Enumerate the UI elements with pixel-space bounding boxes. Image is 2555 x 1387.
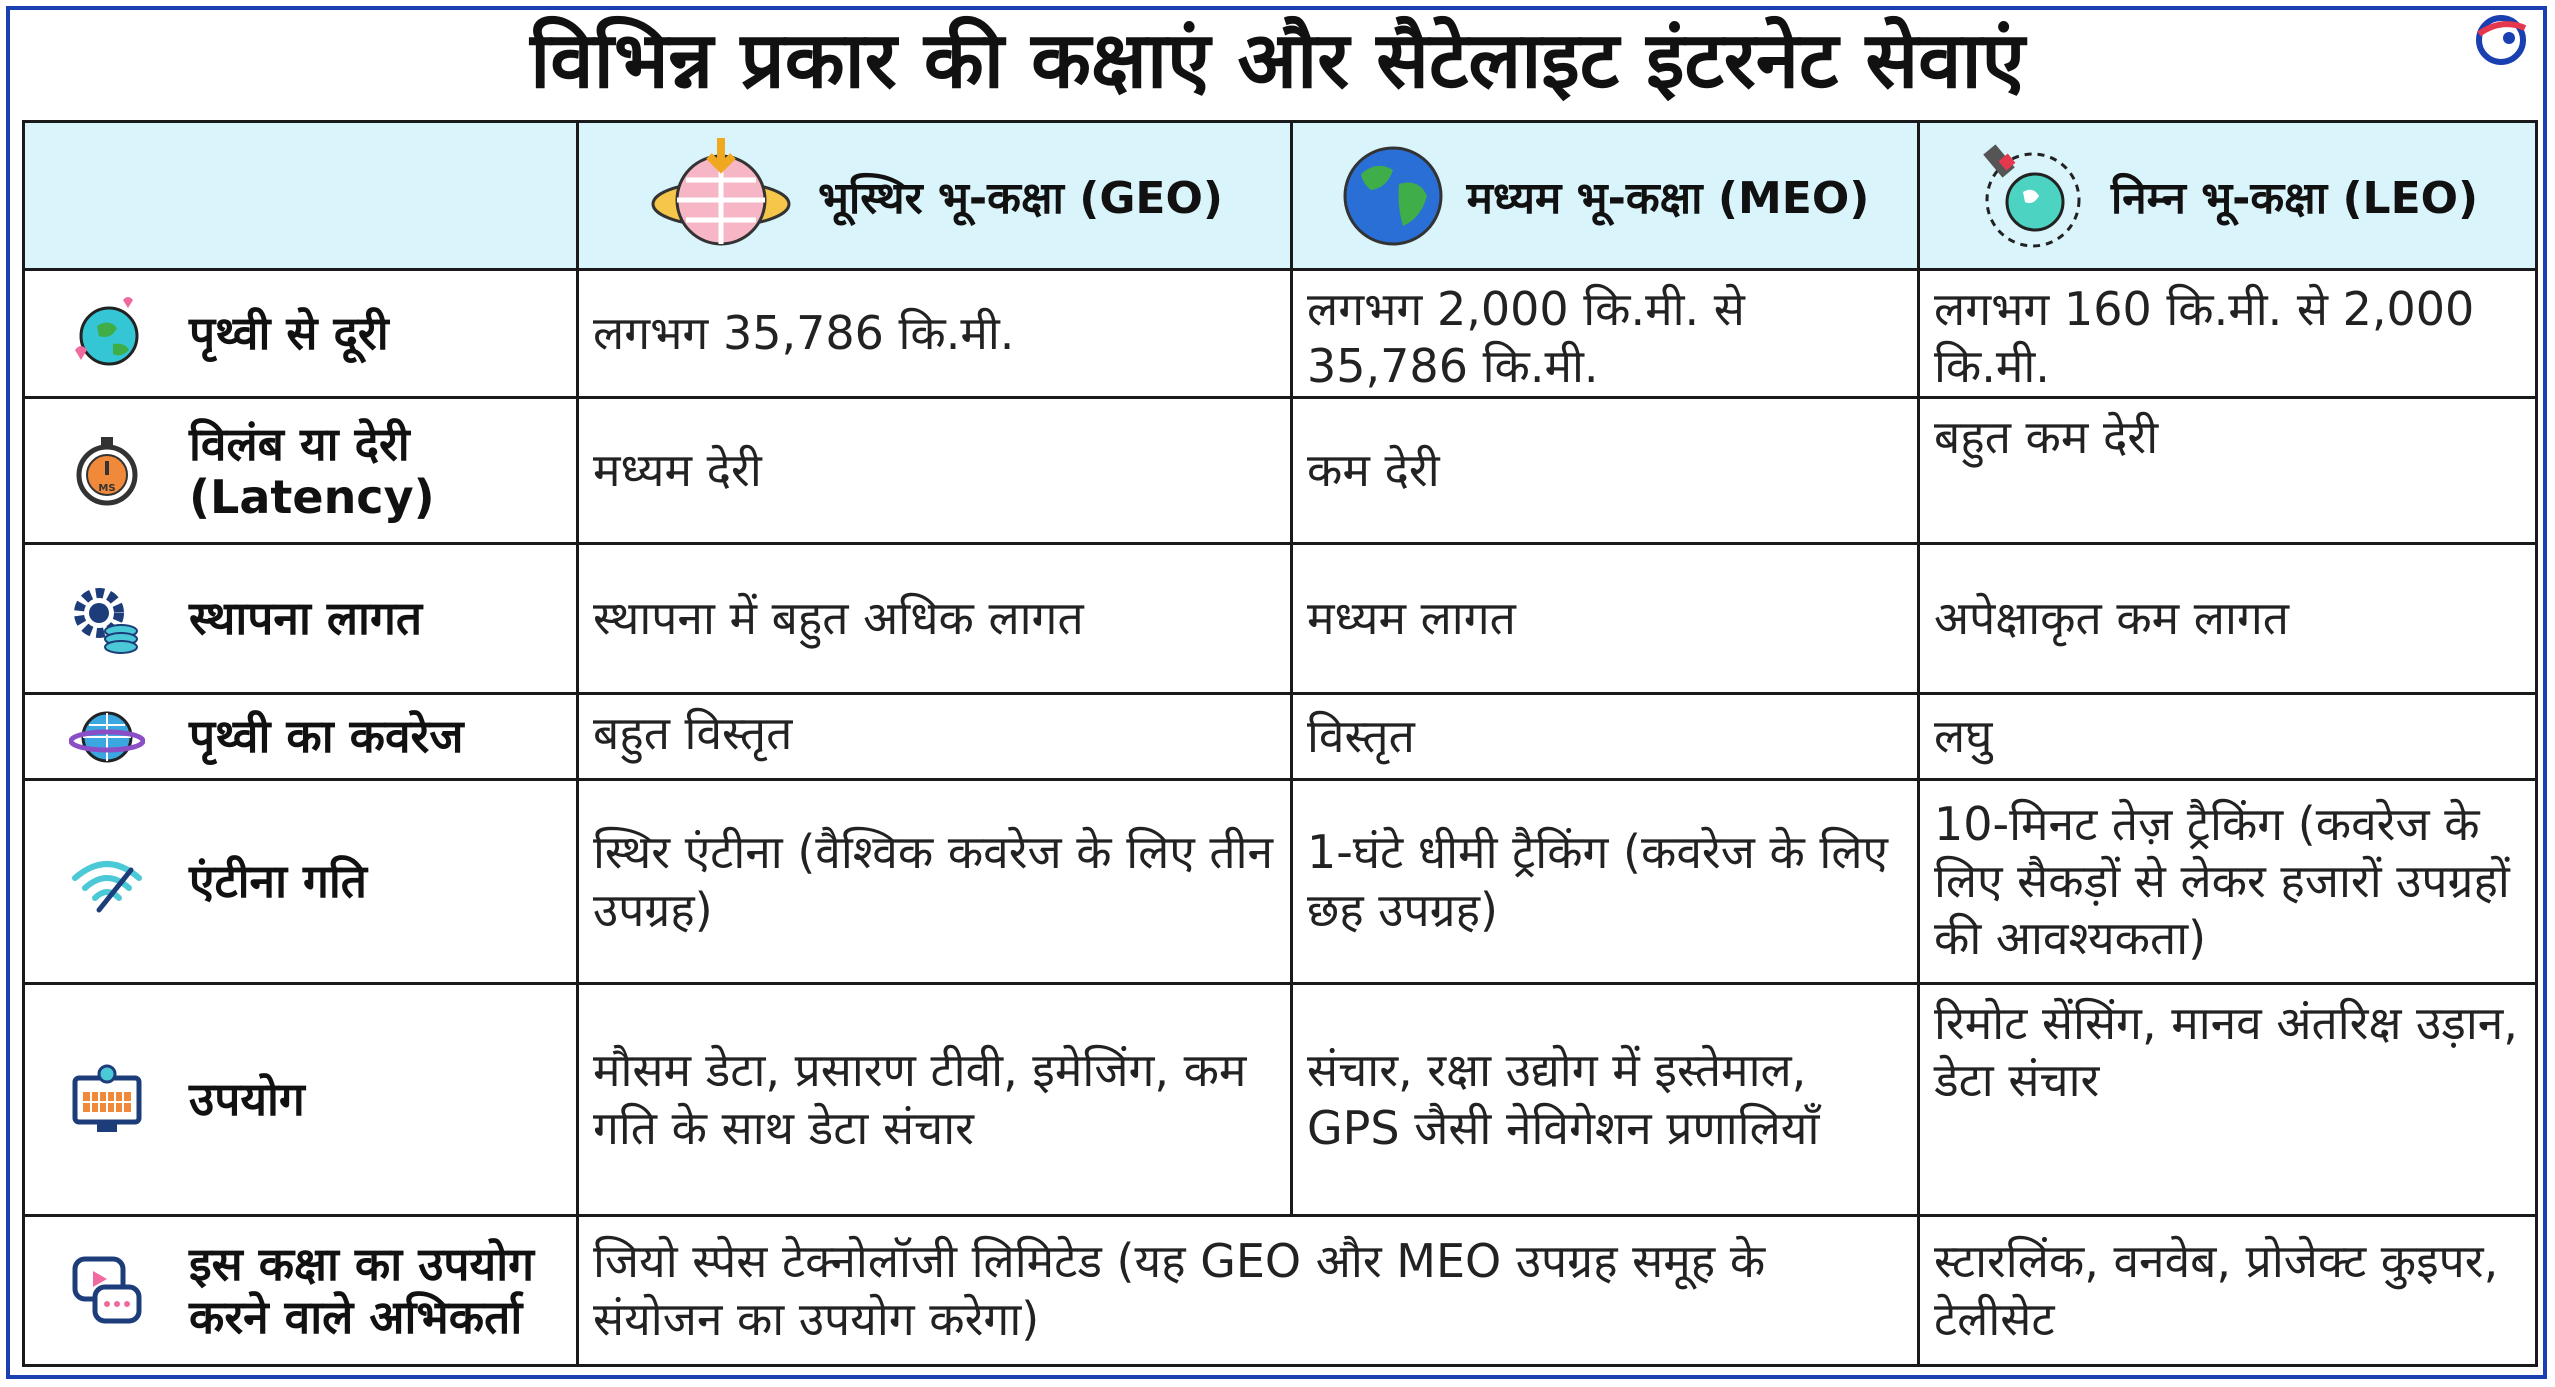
feature-cell	[24, 780, 578, 984]
leo-value: 10-मिनट तेज़ ट्रैकिंग (कवरेज के लिए सैकड़ों से लेकर हजारों उपग्रहों की आवश्यकता)	[1919, 780, 2537, 984]
geo-meo-value: जियो स्पेस टेक्नोलॉजी लिमिटेड (यह GEO और MEO उपग्रह समूह के संयोजन का उपयोग करेगा)	[578, 1216, 1919, 1366]
leo-value: बहुत कम देरी	[1919, 398, 2537, 544]
monitor-settings-icon	[69, 1062, 145, 1138]
leo-value: स्टारलिंक, वनवेब, प्रोजेक्ट कुइपर, टेलीसेट	[1919, 1216, 2537, 1366]
feature-cell	[24, 544, 578, 694]
satellite-orbit-icon	[1977, 140, 2089, 252]
meo-value: संचार, रक्षा उद्योग में इस्तेमाल, GPS जैसी नेविगेशन प्रणालियाँ	[1292, 984, 1919, 1216]
header-geo-label: भूस्थिर भू-कक्षा (GEO)	[817, 172, 1224, 224]
gear-coins-icon	[69, 581, 145, 657]
table-row	[24, 398, 2537, 544]
meo-value: लगभग 2,000 कि.मी. से 35,786 कि.मी.	[1292, 270, 1919, 398]
leo-value: अपेक्षाकृत कम लागत	[1919, 544, 2537, 694]
meo-value: 1-घंटे धीमी ट्रैकिंग (कवरेज के लिए छह उपग्रह)	[1292, 780, 1919, 984]
feature-label: एंटीना गति	[189, 854, 368, 909]
feature-label: पृथ्वी से दूरी	[189, 306, 389, 361]
stopwatch-icon	[69, 433, 145, 509]
feature-label: विलंब या देरी (Latency)	[189, 416, 435, 524]
feature-label: उपयोग	[189, 1072, 305, 1127]
earth-icon	[1341, 144, 1445, 248]
feature-cell	[24, 984, 578, 1216]
table-row	[24, 270, 2537, 398]
page-title: विभिन्न प्रकार की कक्षाएं और सैटेलाइट इंटरनेट सेवाएं	[530, 16, 2025, 106]
brand-logo-icon	[2465, 8, 2537, 68]
table-row	[24, 984, 2537, 1216]
table-row	[24, 780, 2537, 984]
header-geo	[578, 122, 1292, 270]
feature-cell	[24, 694, 578, 780]
feature-cell	[24, 270, 578, 398]
svg-text:MS: MS	[98, 482, 116, 494]
meo-value: विस्तृत	[1292, 694, 1919, 780]
feature-label: पृथ्वी का कवरेज	[189, 709, 464, 764]
header-leo-label: निम्न भू-कक्षा (LEO)	[2110, 172, 2479, 224]
table-row	[24, 694, 2537, 780]
header-leo	[1919, 122, 2537, 270]
geo-value: लगभग 35,786 कि.मी.	[578, 270, 1292, 398]
table-row	[24, 544, 2537, 694]
leo-value: लघु	[1919, 694, 2537, 780]
wifi-signal-icon	[69, 844, 145, 920]
geo-value: मौसम डेटा, प्रसारण टीवी, इमेजिंग, कम गति के साथ डेटा संचार	[578, 984, 1292, 1216]
planet-ring-icon	[69, 699, 145, 775]
feature-cell	[24, 398, 578, 544]
chat-video-icon	[69, 1253, 145, 1329]
header-meo	[1292, 122, 1919, 270]
earth-hearts-icon	[69, 296, 145, 372]
header-row	[24, 122, 2537, 270]
orbit-comparison-table	[22, 120, 2538, 1367]
header-meo-label: मध्यम भू-कक्षा (MEO)	[1466, 172, 1870, 224]
leo-value: रिमोट सेंसिंग, मानव अंतरिक्ष उड़ान, डेटा संचार	[1919, 984, 2537, 1216]
header-corner	[24, 122, 578, 270]
geo-globe-icon	[646, 136, 796, 256]
meo-value: मध्यम लागत	[1292, 544, 1919, 694]
geo-value: मध्यम देरी	[578, 398, 1292, 544]
feature-label: स्थापना लागत	[189, 591, 423, 646]
leo-value: लगभग 160 कि.मी. से 2,000 कि.मी.	[1919, 270, 2537, 398]
feature-cell	[24, 1216, 578, 1366]
table-row	[24, 1216, 2537, 1366]
meo-value: कम देरी	[1292, 398, 1919, 544]
feature-label: इस कक्षा का उपयोग करने वाले अभिकर्ता	[189, 1236, 535, 1344]
geo-value: स्थापना में बहुत अधिक लागत	[578, 544, 1292, 694]
geo-value: बहुत विस्तृत	[578, 694, 1292, 780]
geo-value: स्थिर एंटीना (वैश्विक कवरेज के लिए तीन उपग्रह)	[578, 780, 1292, 984]
